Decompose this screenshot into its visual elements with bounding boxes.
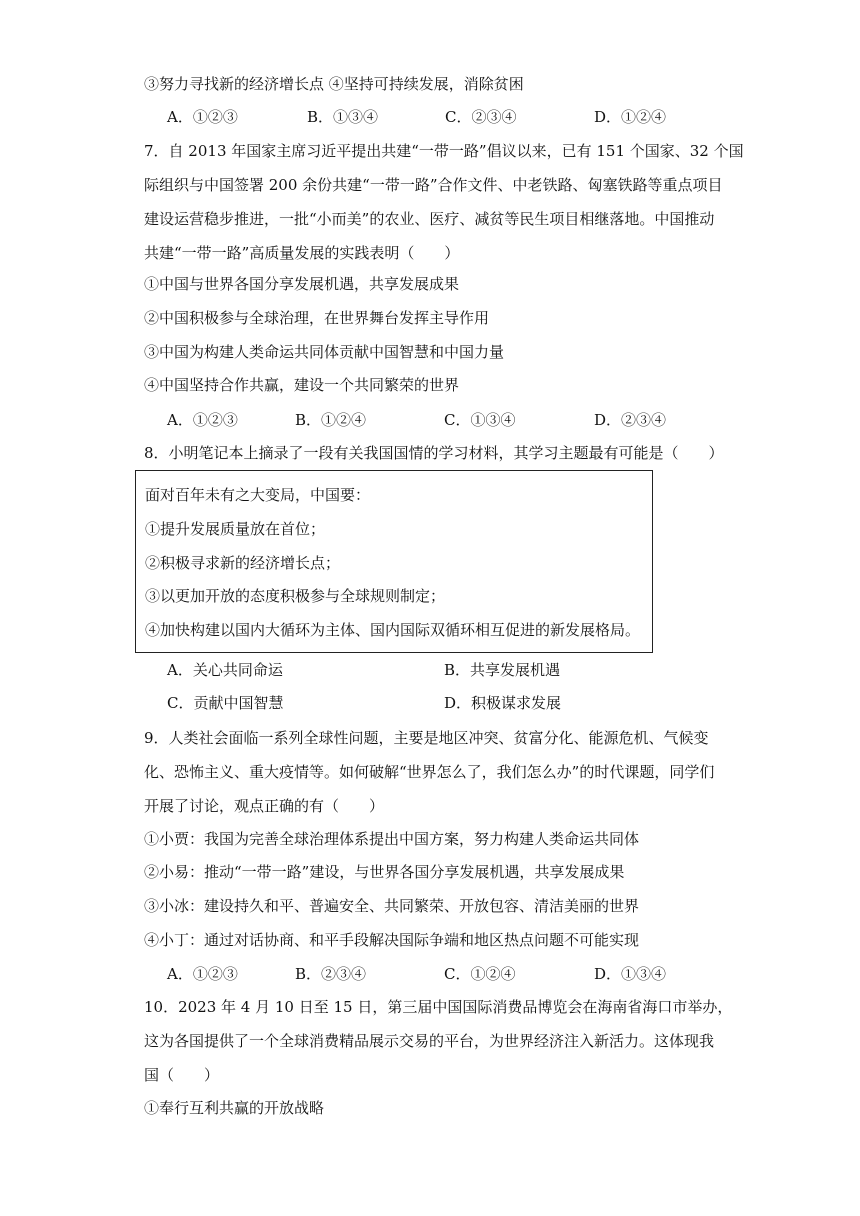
- q8-box-line-3: ②积极寻求新的经济增长点；: [145, 554, 341, 572]
- q6-option-d[interactable]: D．①②④: [594, 108, 667, 126]
- q7-statement-2: ②中国积极参与全球治理，在世界舞台发挥主导作用: [144, 309, 490, 327]
- q8-option-c[interactable]: C．贡献中国智慧: [167, 694, 284, 712]
- q9-option-b[interactable]: B．②③④: [295, 965, 367, 983]
- q7-option-d[interactable]: D．②③④: [594, 411, 667, 429]
- q7-stem-line-1: 7．自 2013 年国家主席习近平提出共建“一带一路”倡议以来，已有 151 个国家、32 个国: [144, 142, 744, 160]
- q6-option-b[interactable]: B．①③④: [307, 108, 379, 126]
- q7-statement-4: ④中国坚持合作共赢，建设一个共同繁荣的世界: [144, 376, 460, 394]
- q8-box-line-1: 面对百年未有之大变局，中国要：: [145, 486, 371, 504]
- q7-stem-line-4: 共建“一带一路”高质量发展的实践表明（ ）: [144, 244, 460, 262]
- q9-stem-line-3: 开展了讨论，观点正确的有（ ）: [144, 797, 385, 815]
- q8-stem: 8．小明笔记本上摘录了一段有关我国国情的学习材料，其学习主题最有可能是（ ）: [144, 444, 724, 462]
- q8-option-b[interactable]: B．共享发展机遇: [444, 661, 561, 679]
- q9-option-d[interactable]: D．①③④: [594, 965, 667, 983]
- q7-statement-3: ③中国为构建人类命运共同体贡献中国智慧和中国力量: [144, 343, 505, 361]
- q7-option-c[interactable]: C．①③④: [444, 411, 516, 429]
- q9-statement-4: ④小丁：通过对话协商、和平手段解决国际争端和地区热点问题不可能实现: [144, 931, 640, 949]
- q9-statement-3: ③小冰：建设持久和平、普遍安全、共同繁荣、开放包容、清洁美丽的世界: [144, 897, 640, 915]
- q9-stem-line-1: 9．人类社会面临一系列全球性问题，主要是地区冲突、贫富分化、能源危机、气候变: [144, 729, 709, 747]
- q6-option-a[interactable]: A．①②③: [167, 108, 238, 126]
- q9-statement-2: ②小易：推动“一带一路”建设，与世界各国分享发展机遇，共享发展成果: [144, 863, 625, 881]
- q9-stem-line-2: 化、恐怖主义、重大疫情等。如何破解“世界怎么了，我们怎么办”的时代课题，同学们: [144, 763, 715, 781]
- q7-option-a[interactable]: A．①②③: [167, 411, 238, 429]
- q10-stem-line-1: 10．2023 年 4 月 10 日至 15 日，第三届中国国际消费品博览会在海南省海口市举办，: [144, 998, 733, 1016]
- q6-statement-line: ③努力寻找新的经济增长点 ④坚持可持续发展，消除贫困: [144, 75, 524, 93]
- q9-option-a[interactable]: A．①②③: [167, 965, 238, 983]
- q8-box-line-5: ④加快构建以国内大循环为主体、国内国际双循环相互促进的新发展格局。: [145, 621, 641, 639]
- q9-statement-1: ①小贾：我国为完善全球治理体系提出中国方案，努力构建人类命运共同体: [144, 830, 640, 848]
- q7-stem-line-3: 建设运营稳步推进，一批“小而美”的农业、医疗、减贫等民生项目相继落地。中国推动: [144, 210, 715, 228]
- q10-statement-1: ①奉行互利共赢的开放战略: [144, 1099, 325, 1117]
- q8-box-line-2: ①提升发展质量放在首位；: [145, 520, 326, 538]
- q7-statement-1: ①中国与世界各国分享发展机遇，共享发展成果: [144, 275, 460, 293]
- q8-material-box: [135, 470, 653, 653]
- q7-option-b[interactable]: B．①②④: [295, 411, 367, 429]
- q8-option-d[interactable]: D．积极谋求发展: [444, 694, 562, 712]
- q10-stem-line-3: 国（ ）: [144, 1066, 220, 1084]
- q10-stem-line-2: 这为各国提供了一个全球消费精品展示交易的平台，为世界经济注入新活力。这体现我: [144, 1032, 715, 1050]
- q8-option-a[interactable]: A．关心共同命运: [167, 661, 283, 679]
- q7-stem-line-2: 际组织与中国签署 200 余份共建“一带一路”合作文件、中老铁路、匈塞铁路等重点项目: [144, 176, 723, 194]
- q8-box-line-4: ③以更加开放的态度积极参与全球规则制定；: [145, 587, 446, 605]
- q9-option-c[interactable]: C．①②④: [444, 965, 516, 983]
- q6-option-c[interactable]: C．②③④: [445, 108, 517, 126]
